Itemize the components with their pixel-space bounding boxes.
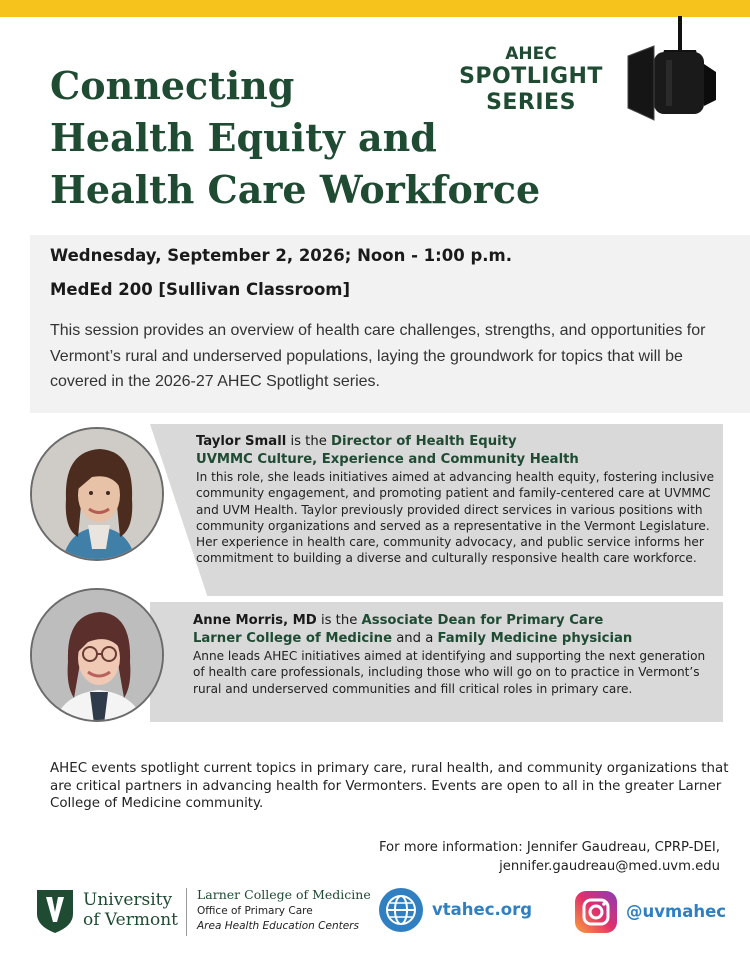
event-location: MedEd 200 [Sullivan Classroom] <box>50 280 351 299</box>
title-line-2: Health Equity and <box>50 115 437 160</box>
speaker-photo-anne-morris <box>30 588 164 722</box>
speaker-1-role: Director of Health Equity <box>331 434 517 449</box>
larner-college-logo <box>197 886 371 934</box>
speaker-1-connector: is the <box>286 434 332 449</box>
speaker-2-details <box>193 612 718 697</box>
instagram-icon <box>574 890 618 934</box>
spotlight-lamp-icon <box>620 16 720 126</box>
globe-icon <box>378 887 424 933</box>
title-line-1: Connecting <box>50 63 295 108</box>
uvm-wordmark <box>83 890 178 930</box>
speaker-2-department-line <box>193 630 718 648</box>
series-line-2: SPOTLIGHT <box>459 64 603 89</box>
speaker-1-department: UVMMC Culture, Experience and Community Health <box>196 452 579 467</box>
speaker-1-heading <box>196 433 716 451</box>
larner-ahec: Area Health Education Centers <box>197 920 359 932</box>
contact-line-1: For more information: Jennifer Gaudreau, CPRP-DEI, <box>378 840 720 855</box>
larner-office: Office of Primary Care <box>197 905 313 917</box>
website-label: vtahec.org <box>432 900 533 919</box>
speaker-2-role-2: Family Medicine physician <box>437 631 633 646</box>
contact-email[interactable]: jennifer.gaudreau@med.uvm.edu <box>499 859 720 874</box>
speaker-1-bio: In this role, she leads initiatives aimed at advancing health equity, fostering inclusive community engagement, and promoting patient and family-centered care at UVMMC and UVM Health. Taylor previously provided direct services in various positions with community organizations and served as a representative in the Vermont Legislature. Her experience in health care, community advocacy, and public service informs her commitment to building a diverse and culturally responsive health care workforce. <box>196 470 715 566</box>
uvm-shield-icon <box>35 888 75 934</box>
series-badge <box>452 44 610 116</box>
speaker-2-role: Associate Dean for Primary Care <box>361 613 604 628</box>
uvm-logo[interactable] <box>35 888 185 936</box>
speaker-photo-taylor-small <box>30 427 164 561</box>
instagram-label: @uvmahec <box>626 902 727 921</box>
series-line-3: SERIES <box>486 90 576 115</box>
uvm-line-2: of Vermont <box>83 910 178 930</box>
footer-description: AHEC events spotlight current topics in primary care, rural health, and community organizations that are critical partners in advancing health for Vermonters. Events are open to all in the greater Larner College of Medicine community. <box>50 761 729 811</box>
top-accent-bar <box>0 0 750 17</box>
speaker-2-heading <box>193 612 718 630</box>
event-date-time: Wednesday, September 2, 2026; Noon - 1:00 p.m. <box>50 246 512 265</box>
logo-divider <box>186 888 187 936</box>
larner-name: Larner College of Medicine <box>197 887 371 902</box>
speaker-2-and-text: and a <box>392 631 438 646</box>
speaker-2-bio: Anne leads AHEC initiatives aimed at identifying and supporting the next generation of health care professionals, including those who will go on to practice in Vermont’s rural and underserved communities and fill critical roles in primary care. <box>193 649 706 696</box>
series-line-1: AHEC <box>505 44 557 64</box>
event-description: This session provides an overview of health care challenges, strengths, and opportunities for Vermont’s rural and underserved populations, laying the groundwork for topics that will be covered in the 2026-27 AHEC Spotlight series. <box>50 322 706 390</box>
speaker-1-department-line <box>196 451 716 469</box>
speaker-1-name: Taylor Small <box>196 434 287 449</box>
title-line-3: Health Care Workforce <box>50 167 541 212</box>
contact-info <box>379 838 720 876</box>
speaker-1-details <box>196 433 716 567</box>
speaker-2-connector: is the <box>316 613 362 628</box>
speaker-2-name: Anne Morris, MD <box>193 613 317 628</box>
uvm-line-1: University <box>83 890 173 910</box>
speaker-2-department: Larner College of Medicine <box>193 631 393 646</box>
